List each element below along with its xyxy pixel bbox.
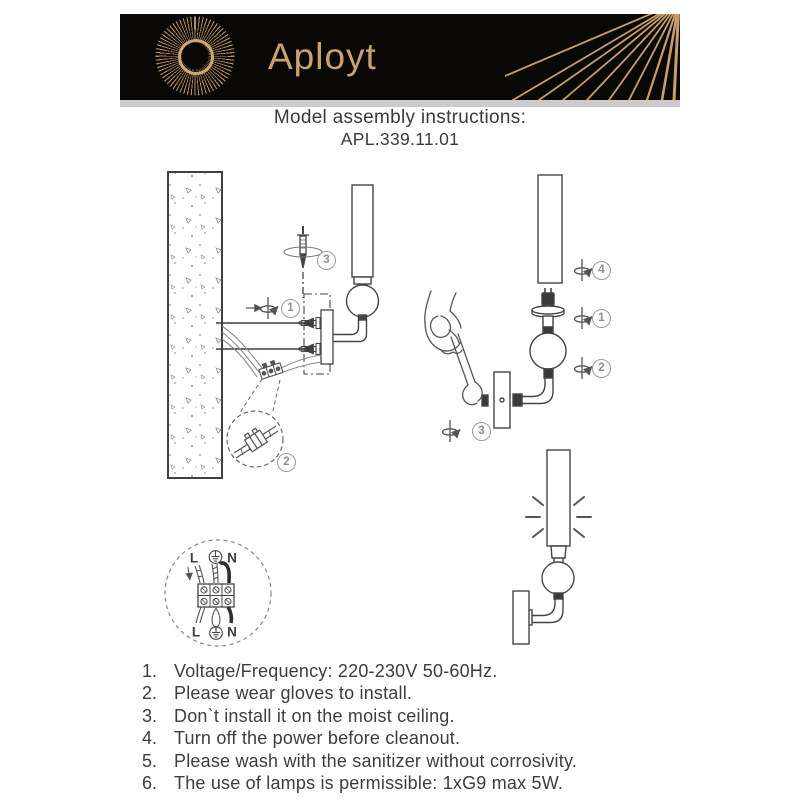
instruction-item [142, 750, 682, 773]
step-callout-1: 1 [281, 299, 300, 318]
wiring-diagram [165, 540, 271, 646]
instruction-text: The use of lamps is permissible: 1xG9 max 5W. [174, 773, 564, 794]
instruction-text: Please wash with the sanitizer without corrosivity. [174, 750, 578, 771]
instruction-item [142, 683, 682, 706]
step-callout-4-exploded: 4 [592, 261, 611, 280]
instruction-text: Voltage/Frequency: 220-230V 50-60Hz. [174, 660, 498, 681]
wiring-label-neutral-top: N [227, 550, 237, 566]
instruction-number: 3. [142, 705, 158, 726]
wiring-label-neutral-bottom: N [227, 624, 237, 640]
wall-lamp-side [333, 185, 379, 342]
instruction-text: Turn off the power before cleanout. [174, 728, 461, 749]
instruction-text: Please wear gloves to install. [174, 683, 413, 704]
step-callout-3: 3 [317, 251, 336, 270]
wiring-label-live-bottom: L [191, 624, 201, 640]
step-callout-2-exploded: 2 [592, 359, 611, 378]
brand-name: Aployt [268, 36, 377, 77]
exploded-lamp [482, 175, 566, 428]
step-callout-1-exploded: 1 [592, 309, 611, 328]
instruction-item [142, 705, 682, 728]
instruction-item [142, 773, 682, 796]
instruction-item [142, 660, 682, 683]
step-callout-2: 2 [277, 453, 296, 472]
hand-wrench [425, 291, 482, 405]
instruction-number: 4. [142, 728, 158, 749]
instruction-number: 6. [142, 773, 158, 794]
rotation-icons-exploded [443, 259, 593, 442]
instruction-number: 5. [142, 750, 158, 771]
instructions-list [142, 660, 682, 795]
wiring-label-live-top: L [189, 550, 199, 566]
assembled-lamp [513, 450, 591, 644]
instruction-number: 2. [142, 683, 158, 704]
instruction-number: 1. [142, 660, 158, 681]
instruction-item [142, 728, 682, 751]
wall-cross-section [168, 172, 222, 478]
step-callout-3-exploded: 3 [472, 422, 491, 441]
page-title: Model assembly instructions: [273, 107, 527, 128]
wire-connection-detail [227, 379, 283, 467]
instruction-text: Don`t install it on the moist ceiling. [174, 705, 455, 726]
wire-connector [258, 359, 283, 379]
model-number: APL.339.11.01 [340, 129, 460, 149]
rotation-icon [246, 297, 278, 319]
